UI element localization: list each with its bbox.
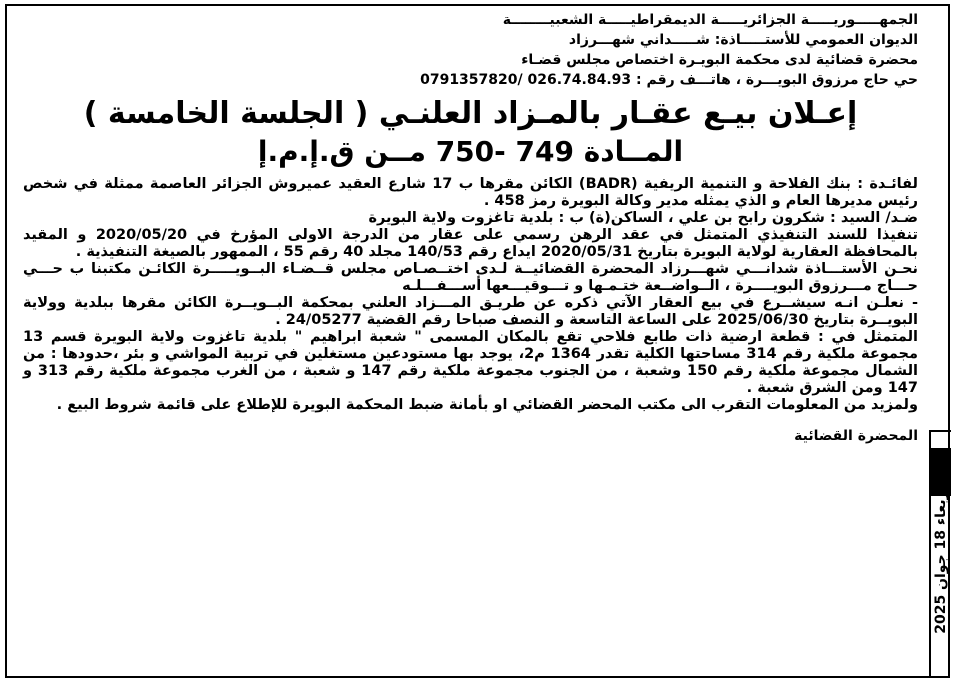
header-line-4: حي حاج مرزوق البويـــرة ، هاتـــف رقم : 026.74.84.93 /0791357820 xyxy=(420,72,918,88)
announcement-title: إعـلان بيـع عقـار بالمـزاد العلنـي ( الجلسة الخامسة ) xyxy=(83,96,858,131)
announcement-frame xyxy=(5,4,950,678)
paragraph-auction: - نعلـن انـه سيشــرع في بيع العقار الآتي ذكره عن طريـق المـــزاد العلني بمحكمة البــويــرة الكائن مقرها ببلدية وولاية البويــرة بتاريخ 2025/06/30 على الساعة التاسعة و النصف صباحا رقم القضية 24/05277 . xyxy=(23,295,918,328)
header-line-2: الديوان العمومي للأستـــــاذة: شـــــداني شهـــرزاد xyxy=(568,32,918,48)
paragraph-beneficiary: لفائـدة : بنك الفلاحة و التنمية الريفية (BADR) الكائن مقرها ب 17 شارع العقيد عميروش الجزائر العاصمة ممثلة في شخص رئيس مديرها العام و الذي يمثله مدير وكالة البويرة رمز 458 . xyxy=(23,176,918,209)
announcement-content xyxy=(23,10,918,458)
date-sidebar xyxy=(929,430,951,677)
announcement-subtitle: المــادة 749 -750 مــن ق.إ.م.إ xyxy=(257,135,684,168)
paragraph-bailiff: نحـن الأستـــاذة شدانـــي شهـــرزاد المحضرة القضائيــة لـدى اختــصـاص مجلس قــضـاء البــويـــــرة الكائـن مكتبنا ب حـــي حـــاج مـــرزوق البويــــرة ، الــواضــعة ختـمـها و تـــوقيـــعها أســـفـــلـه xyxy=(23,261,918,294)
paragraph-property: المتمثل في : قطعة ارضية ذات طابع فلاحي تقع بالمكان المسمى " شعبة ابراهيم " بلدية تاغزوت ولاية البويرة قسم 13 مجموعة ملكية رقم 314 مساحتها الكلية تقدر 1364 م2، يوجد بها مستودعين مستغلين في تربية المواشي و بئر ،حدودها : من الشمال مجموعة ملكية رقم 150 وشعبة ، من الجنوب مجموعة ملكية رقم 147 و شعبة ، من الغرب مجموعة ملكية رقم 313 و 147 ومن الشرق شعبة . xyxy=(23,329,918,396)
paragraph-against: ضـد/ السيد : شكرون رابح بن علي ، الساكن(ة) ب : بلدية تاغزوت ولاية البويرة xyxy=(368,210,918,226)
paragraph-execution: تنفيذا للسند التنفيذي المتمثل في عقد الرهن رسمي على عقار من الدرجة الاولى المؤرخ في 2020/05/20 و المقيد بالمحافظة العقارية لولاية البويرة بتاريخ 2020/05/31 ايداع رقم 140/53 مجلد 40 رقم 55 ، الممهور بالصيغة التنفيذية . xyxy=(23,227,918,260)
signature: المحضرة القضائية xyxy=(794,428,918,444)
paragraph-info: ولمزيد من المعلومات التقرب الى مكتب المحضر القضائي او بأمانة ضبط المحكمة البويرة للإطلاع على قائمة شروط البيع . xyxy=(56,397,918,413)
date-sidebar-text: الأربعاء 18 جوان 2025 xyxy=(933,475,949,634)
header-line-3: محضرة قضائية لدى محكمة البويـرة اختصاص مجلس قضـاء xyxy=(521,52,918,68)
header-line-1: الجمهـــــوريـــــة الجزائريـــــة الديمقراطيـــــة الشعبيــــــــة xyxy=(502,12,918,28)
